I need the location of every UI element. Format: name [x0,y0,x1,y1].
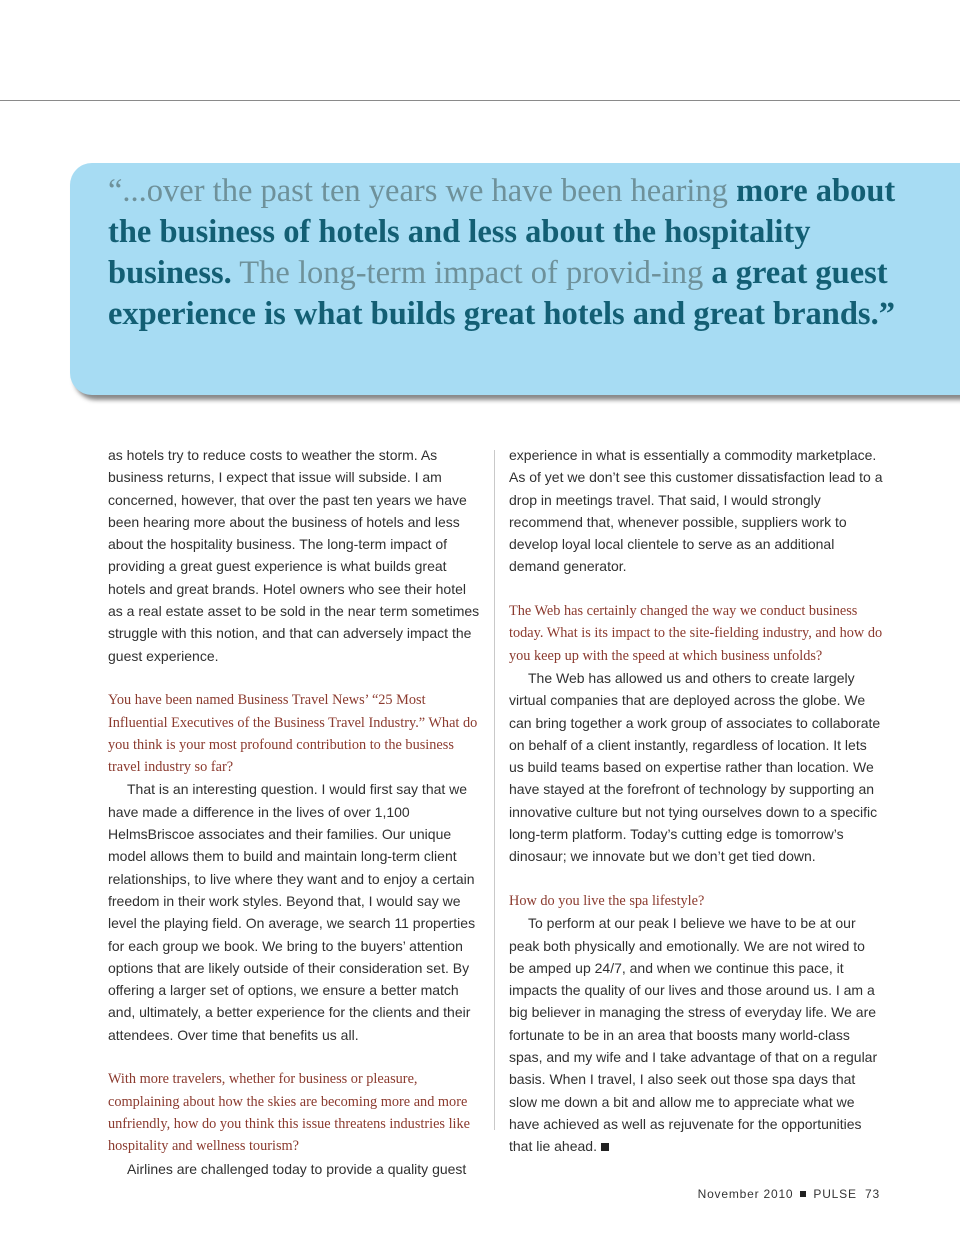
end-of-article-mark [601,1143,609,1151]
paragraph-gap [108,1046,482,1068]
interview-answer: The Web has allowed us and others to create largely virtual companies that are deployed across the globe. We can bring together a work group of associates to collaborate on behalf of a client instantly, regardless of location. It lets us build teams based on expertise rather than location. We have stayed at the forefront of technology by supporting an innovative culture but not tying ourselves down to a specific long-term platform. Today’s cutting edge is tomorrow’s dinosaur; we innovate but we don’t get tied down. [509,669,881,865]
pull-quote-part-3: The long-term impact of provid-ing [231,255,712,291]
interview-question: You have been named Business Travel News’ “25 Most Influential Executives of the Business Travel Industry.” What do you think is your most profound contribution to the business travel industry so far? [108,692,478,776]
pull-quote-text [108,171,908,335]
page-footer [698,1187,880,1201]
interview-answer-final [509,912,883,1157]
interview-answer: Airlines are challenged today to provide a quality guest [127,1160,467,1177]
paragraph-gap [509,578,883,600]
right-column [509,444,883,1158]
interview-question: How do you live the spa lifestyle? [509,892,705,909]
separator-square [800,1191,806,1197]
interview-question: With more travelers, whether for business or pleasure, complaining about how the skies are becoming more and more unfriendly, how do you think this issue threatens industries like hospitality and wellness tourism? [108,1071,471,1155]
issue-date: November 2010 [697,1187,794,1201]
interview-question: The Web has certainly changed the way we conduct business today. What is its impact to the site-fielding industry, and how do you keep up with the speed at which business unfolds? [509,603,883,664]
paragraph-gap [509,868,883,890]
column-divider [494,450,495,1130]
pull-quote-part-2: more about the business of hotels and less about the hospitality business. [108,173,896,291]
interview-answer: That is an interesting question. I would first say that we have made a difference in the lives of over 1,100 HelmsBriscoe associates and their families. Our unique model allows them to build and maintain long-term client relationships, to live where they want and to enjoy a certain freedom in their work styles. Beyond that, I would say we level the playing field. On average, we search 11 properties for each group we book. We bring to the buyers’ attention options that are likely outside of their consideration set. By offering a larger set of options, we ensure a better match and, ultimately, a better experience for the clients and their attendees. Over time that benefits us all. [108,781,476,1043]
body-paragraph: experience in what is essentially a commodity marketplace. As of yet we don’t see this customer dissatisfaction lead to a drop in meetings travel. That said, I would strongly recommend that, whenever possible, suppliers work to develop loyal local clientele to serve as an additional demand generator. [509,447,883,575]
left-column [108,444,482,1180]
paragraph-gap [108,667,482,689]
top-rule [0,100,960,101]
page-number: 73 [865,1187,880,1201]
pull-quote-part-1: “...over the past ten years we have been hearing [108,173,737,209]
body-paragraph: as hotels try to reduce costs to weather the storm. As business returns, I expect that issue will subside. I am concerned, however, that over the past ten years we have been hearing more about the business of hotels and less about the hospitality business. The long-term impact of providing a great guest experience is what builds great hotels and great brands. Hotel owners who see their hotel as a real estate asset to be sold in the near term sometimes struggle with this notion, and that can adversely impact the guest experience. [108,447,480,664]
magazine-name: PULSE [813,1187,857,1201]
pull-quote-part-4: a great guest experience is what builds great hotels and great brands.” [108,255,895,332]
interview-answer-text: To perform at our peak I believe we have to be at our peak both physically and emotionally. We are not wired to be amped up 24/7, and when we continue this pace, it impacts the quality of our lives and those around us. I am a big believer in managing the stress of everyday life. We are fortunate to be in an area that boosts many world-class spas, and my wife and I take advantage of that on a regular basis. When I travel, I also seek out those spa days that slow me down a bit and allow me to appreciate what we have achieved as well as rejuvenate for the opportunities that lie ahead. [509,915,878,1155]
